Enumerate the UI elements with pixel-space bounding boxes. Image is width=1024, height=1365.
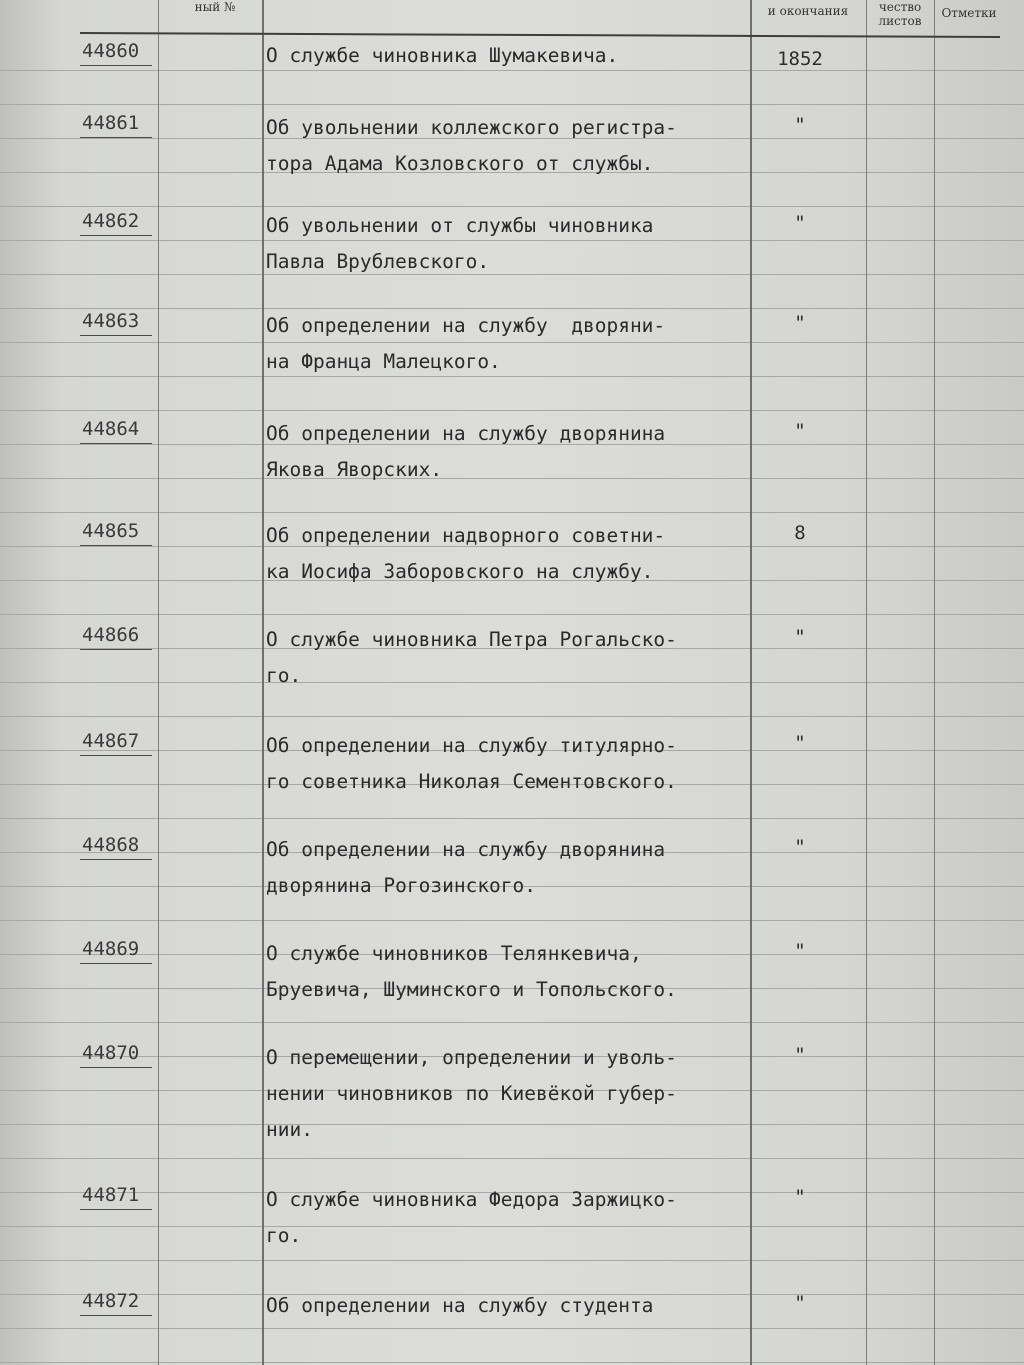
record-number: 44862 bbox=[82, 210, 140, 232]
record-date: 8 bbox=[794, 522, 806, 544]
record-number: 44864 bbox=[82, 418, 140, 440]
record-title: Об определении на службу студента bbox=[266, 1294, 654, 1317]
ruled-line bbox=[0, 206, 1024, 207]
ruled-line bbox=[0, 1328, 1024, 1329]
ruled-line bbox=[0, 614, 1024, 615]
record-date: " bbox=[794, 1292, 806, 1314]
header-col5: чество листов bbox=[878, 0, 922, 29]
header-col6: Отметки bbox=[941, 6, 997, 20]
ruled-line bbox=[0, 1362, 1024, 1363]
record-number-underline bbox=[80, 755, 152, 756]
record-number-underline bbox=[80, 1209, 152, 1210]
record-number-underline bbox=[80, 1067, 152, 1068]
record-number: 44861 bbox=[82, 112, 140, 134]
record-date: " bbox=[794, 732, 806, 754]
record-title: О службе чиновника Петра Рогальско- го. bbox=[266, 628, 677, 687]
column-divider bbox=[262, 0, 264, 1365]
record-number-underline bbox=[80, 137, 152, 138]
record-date: " bbox=[794, 420, 806, 442]
header-col4: и окончания bbox=[767, 4, 849, 18]
record-date: " bbox=[794, 212, 806, 234]
record-number: 44871 bbox=[82, 1184, 140, 1206]
record-number-underline bbox=[80, 235, 152, 236]
ruled-line bbox=[0, 716, 1024, 717]
record-title: Об увольнении коллежского регистра- тора Адама Козловского от службы. bbox=[266, 116, 677, 175]
record-number-underline bbox=[80, 859, 152, 860]
record-date: " bbox=[794, 1044, 806, 1066]
ruled-line bbox=[0, 410, 1024, 411]
ruled-line bbox=[0, 818, 1024, 819]
ruled-line bbox=[0, 1260, 1024, 1261]
record-number: 44866 bbox=[82, 624, 140, 646]
record-number-underline bbox=[80, 1315, 152, 1316]
record-number: 44869 bbox=[82, 938, 140, 960]
record-number: 44870 bbox=[82, 1042, 140, 1064]
record-title: О перемещении, определении и уволь- нении чиновников по Киевёкой губер- нии. bbox=[266, 1046, 677, 1141]
record-title: Об определении на службу дворянина дворянина Рогозинского. bbox=[266, 838, 666, 897]
column-divider bbox=[934, 0, 935, 1365]
record-title: Об определении на службу дворянина Якова Яворских. bbox=[266, 422, 666, 481]
header-col2: ный № bbox=[194, 0, 236, 14]
record-number-underline bbox=[80, 963, 152, 964]
record-title: О службе чиновника Федора Заржицко- го. bbox=[266, 1188, 677, 1247]
record-number: 44865 bbox=[82, 520, 140, 542]
record-number-underline bbox=[80, 649, 152, 650]
record-number-underline bbox=[80, 65, 152, 66]
record-date: " bbox=[794, 940, 806, 962]
ruled-line bbox=[0, 920, 1024, 921]
record-number: 44860 bbox=[82, 40, 140, 62]
record-date: " bbox=[794, 836, 806, 858]
column-divider bbox=[866, 0, 867, 1365]
record-title: О службе чиновников Телянкевича, Бруевича, Шуминского и Топольского. bbox=[266, 942, 677, 1001]
record-number-underline bbox=[80, 545, 152, 546]
record-title: Об увольнении от службы чиновника Павла Врублевского. bbox=[266, 214, 654, 273]
record-title: Об определении на службу титулярно- го советника Николая Сементовского. bbox=[266, 734, 677, 793]
record-number: 44872 bbox=[82, 1290, 140, 1312]
record-date: " bbox=[794, 312, 806, 334]
record-number-underline bbox=[80, 335, 152, 336]
record-title: Об определении надворного советни- ка Иосифа Заборовского на службу. bbox=[266, 524, 666, 583]
record-date: " bbox=[794, 626, 806, 648]
record-title: Об определении на службу дворяни- на Франца Малецкого. bbox=[266, 314, 666, 373]
record-date: " bbox=[794, 1186, 806, 1208]
record-number: 44863 bbox=[82, 310, 140, 332]
record-date: " bbox=[794, 114, 806, 136]
record-date: 1852 bbox=[777, 48, 823, 70]
record-number-underline bbox=[80, 443, 152, 444]
ruled-line bbox=[0, 1022, 1024, 1023]
ruled-line bbox=[0, 104, 1024, 105]
record-number: 44867 bbox=[82, 730, 140, 752]
record-number: 44868 bbox=[82, 834, 140, 856]
record-title: О службе чиновника Шумакевича. bbox=[266, 44, 619, 67]
ruled-line bbox=[0, 1158, 1024, 1159]
ruled-line bbox=[0, 512, 1024, 513]
column-divider bbox=[158, 0, 159, 1365]
